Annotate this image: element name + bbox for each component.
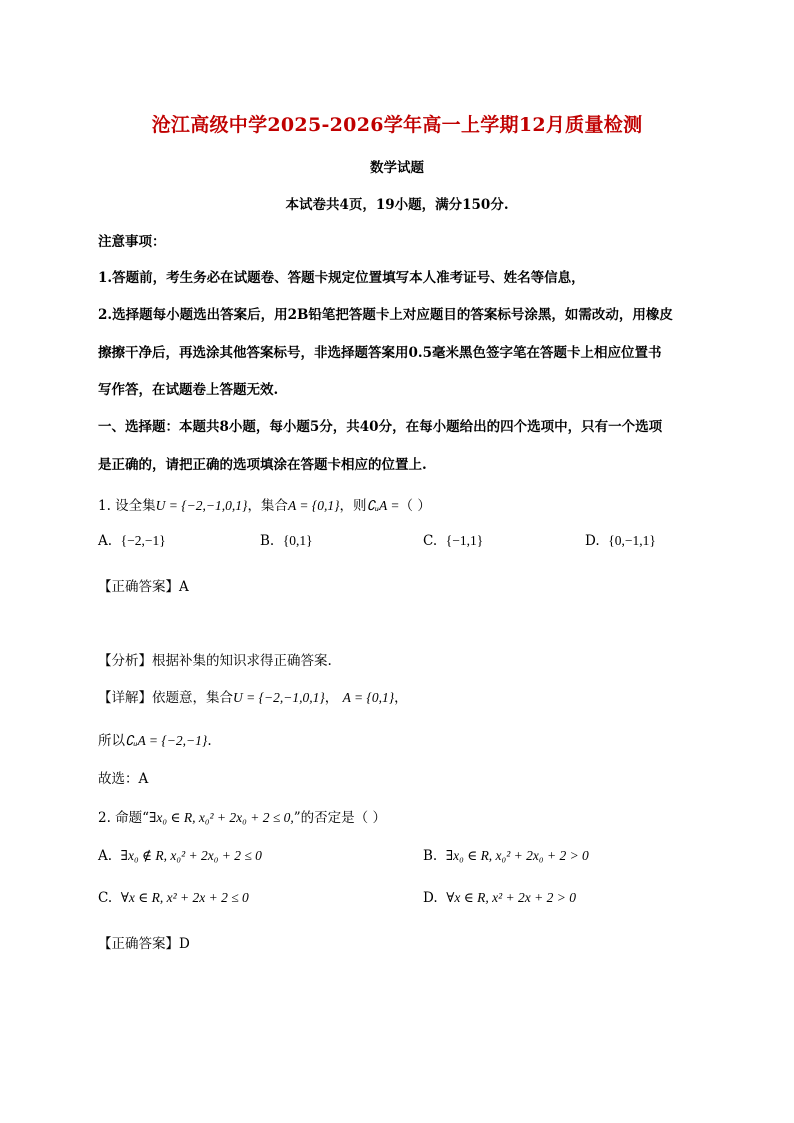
q1-option-c: C. {−1,1}	[423, 533, 484, 549]
q1-answer: 【正确答案】A	[98, 579, 189, 595]
q2-stem	[98, 806, 698, 826]
q1-then: ，则	[339, 498, 367, 514]
q1-detail	[98, 686, 698, 706]
q2-stem-expr: ∃x₀ ∈ R, x₀² + 2x₀ + 2 ≤ 0,	[149, 810, 294, 825]
q1-paren: （ ）	[399, 498, 431, 514]
notice-item-1: 1.答题前，考生务必在试题卷、答题卡规定位置填写本人准考证号、姓名等信息，	[98, 270, 585, 286]
q1-option-a: A. {−2,−1}	[98, 533, 166, 549]
q1-choose: 故选：A	[98, 771, 149, 787]
q1-detail-text: 依题意，集合	[152, 690, 233, 706]
q1-set-a: A = {0,1}	[287, 498, 340, 513]
section-1-line-2: 是正确的，请把正确的选项填涂在答题卡相应的位置上.	[98, 457, 427, 473]
q1-detail-u: U = {−2,−1,0,1}	[233, 690, 325, 705]
q1-analysis	[98, 649, 698, 669]
q1-set-u: U = {−2,−1,0,1}	[155, 498, 248, 513]
subject-title: 数学试题	[370, 160, 424, 176]
q1-prefix: 1. 设全集	[98, 498, 156, 514]
q2-stem-prefix: 2. 命题“	[98, 810, 150, 826]
q2-option-d: D. ∀x ∈ R, x² + 2x + 2 > 0	[423, 890, 576, 906]
q1-mid: ，集合	[247, 498, 288, 514]
q1-detail-tag: 【详解】	[98, 690, 152, 706]
q1-analysis-tag: 【分析】	[98, 653, 152, 669]
q1-detail-end: ，	[394, 690, 408, 706]
q2-option-a: A. ∃x₀ ∉ R, x₀² + 2x₀ + 2 ≤ 0	[98, 848, 262, 864]
q1-so-expr: ∁ᵤA = {−2,−1}	[125, 733, 208, 748]
q2-option-b: B. ∃x₀ ∈ R, x₀² + 2x₀ + 2 > 0	[423, 848, 589, 864]
q1-detail-a: A = {0,1}	[342, 690, 395, 705]
exam-info: 本试卷共4页，19小题，满分150分.	[285, 197, 509, 213]
q1-expr: ∁ᵤA =	[366, 498, 400, 513]
q1-so	[98, 729, 698, 749]
q1-so-text: 所以	[98, 733, 125, 749]
q1-analysis-text: 根据补集的知识求得正确答案.	[152, 653, 332, 669]
notice-item-2-line-1: 2.选择题每小题选出答案后，用2B铅笔把答题卡上对应题目的答案标号涂黑，如需改动，用橡皮	[98, 307, 673, 323]
q2-answer: 【正确答案】D	[98, 936, 190, 952]
notice-heading: 注意事项：	[98, 234, 166, 250]
q1-so-end: .	[207, 733, 212, 749]
section-1-line-1: 一、选择题：本题共8小题，每小题5分，共40分，在每小题给出的四个选项中，只有一个选项	[98, 419, 663, 435]
exam-title: 沧江高级中学2025-2026学年高一上学期12月质量检测	[151, 114, 643, 136]
q2-stem-suffix: ”的否定是（ ）	[293, 810, 386, 826]
q1-option-b: B. {0,1}	[260, 533, 313, 549]
q1-detail-sep: ，	[324, 690, 339, 706]
q1-stem	[98, 494, 698, 514]
notice-item-2-line-3: 写作答，在试题卷上答题无效.	[98, 382, 279, 398]
notice-item-2-line-2: 擦擦干净后，再选涂其他答案标号，非选择题答案用0.5毫米黑色签字笔在答题卡上相应位置书	[98, 345, 662, 361]
q1-option-d: D. {0,−1,1}	[585, 533, 656, 549]
q2-option-c: C. ∀x ∈ R, x² + 2x + 2 ≤ 0	[98, 890, 249, 906]
